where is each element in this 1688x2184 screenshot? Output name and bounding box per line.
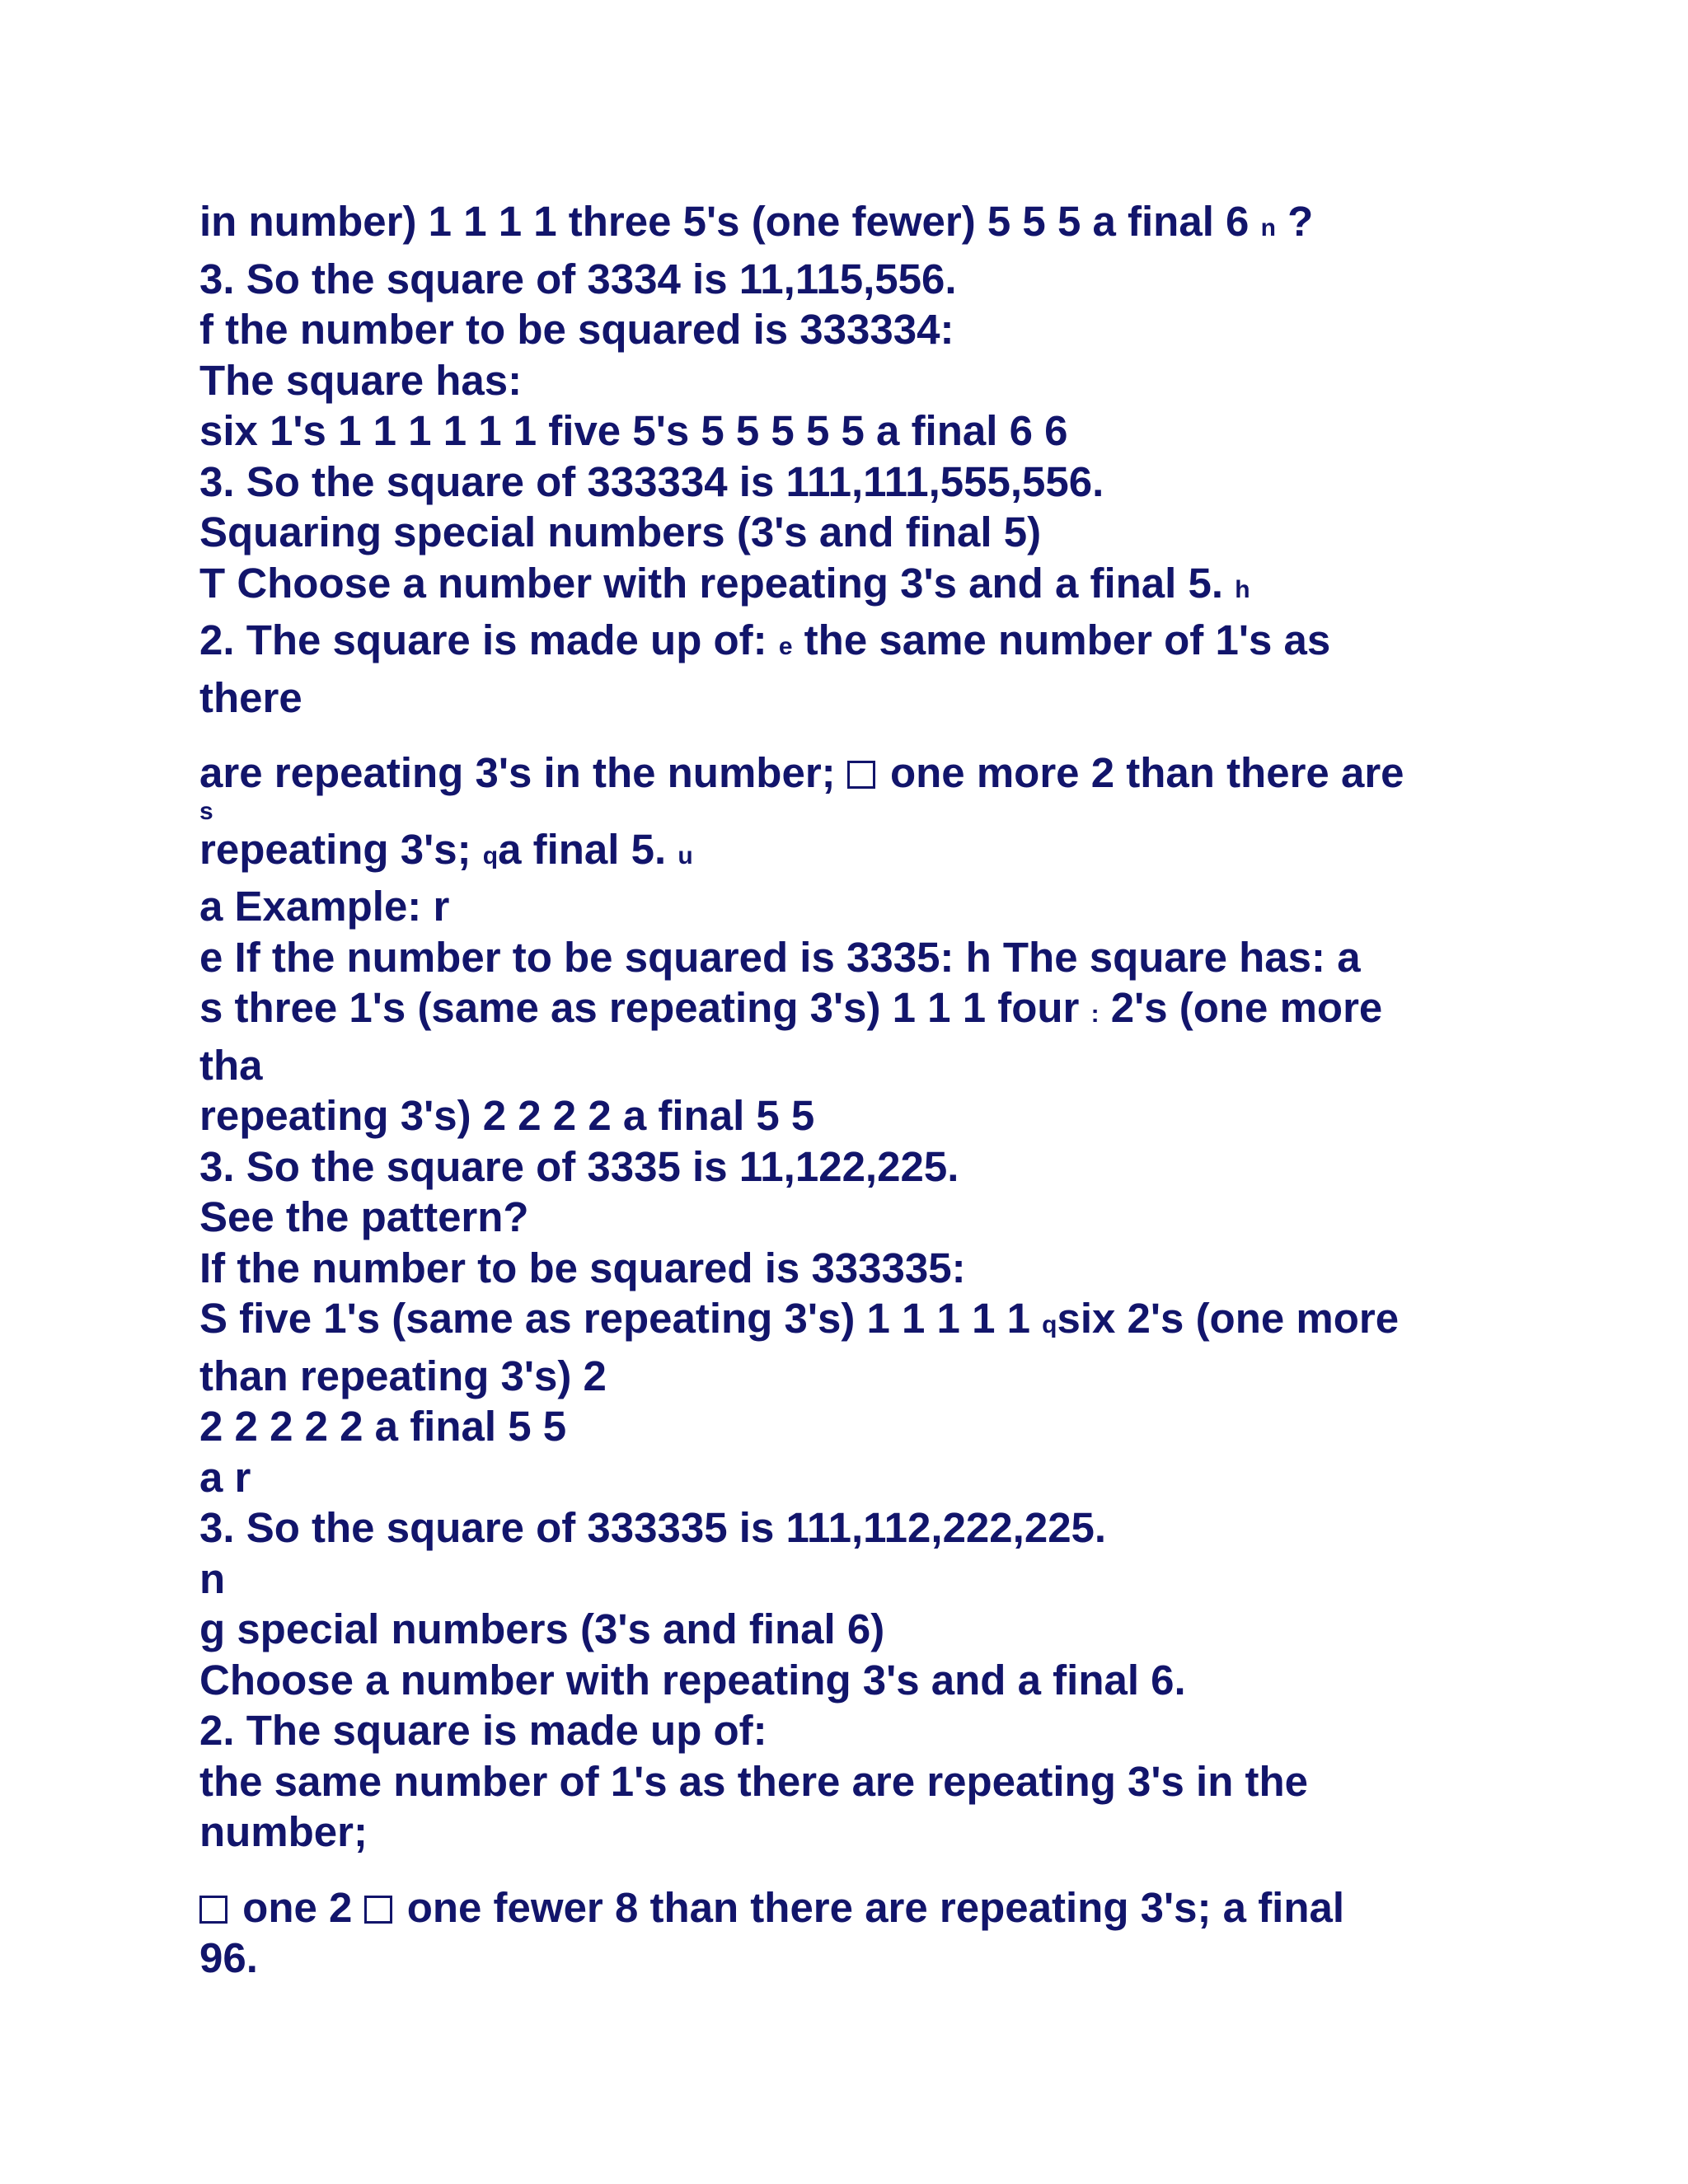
- stray-letter: u: [678, 841, 693, 869]
- stray-letter: h: [1235, 575, 1250, 603]
- text-line: The square has:: [199, 356, 523, 404]
- stray-letter: n: [1260, 214, 1276, 241]
- text-line: [199, 1882, 1535, 1933]
- line-text: are repeating 3's in the number;: [199, 749, 847, 796]
- line-text: T Choose a number with repeating 3's and a final 5.: [199, 559, 1236, 607]
- text-line: f the number to be squared is 333334:: [199, 306, 954, 353]
- text-line: 2 2 2 2 2 a final 5 5: [199, 1403, 567, 1450]
- stray-letter: s: [199, 797, 213, 825]
- text-line: than repeating 3's) 2: [199, 1352, 607, 1399]
- text-line: [199, 824, 1535, 882]
- text-line: number;: [199, 1808, 368, 1855]
- line-text: one fewer 8 than there are repeating 3's; a final: [395, 1883, 1345, 1931]
- text-line: 3. So the square of 333334 is 111,111,555,556.: [199, 457, 1104, 505]
- text-line: the same number of 1's as there are repeating 3's in the: [199, 1757, 1309, 1805]
- text-line: 96.: [199, 1934, 258, 1981]
- empty-checkbox-icon: [199, 1896, 227, 1924]
- text-line: [199, 615, 1535, 673]
- text-line: 3. So the square of 333335 is 111,112,222,225.: [199, 1504, 1107, 1551]
- text-line: See the pattern?: [199, 1193, 529, 1240]
- line-text: a final 5.: [498, 825, 678, 873]
- line-text: S five 1's (same as repeating 3's) 1 1 1 1 1: [199, 1295, 1043, 1342]
- stray-letter: e: [778, 633, 793, 660]
- empty-checkbox-icon: [364, 1896, 392, 1924]
- text-line: n: [199, 1554, 226, 1602]
- text-line: [199, 196, 1535, 254]
- line-text: 2's (one more: [1099, 984, 1383, 1031]
- stray-letter: q: [482, 841, 499, 869]
- text-line: a Example: r: [199, 883, 450, 930]
- line-text: in number) 1 1 1 1 three 5's (one fewer) 5 5 5 a final 6: [199, 198, 1261, 245]
- text-line: [199, 982, 1535, 1040]
- text-line: there: [199, 673, 302, 721]
- section-heading: g special numbers (3's and final 6): [199, 1605, 885, 1652]
- line-text: repeating 3's;: [199, 825, 483, 873]
- text-line: 3. So the square of 3334 is 11,115,556.: [199, 255, 957, 302]
- text-line: [199, 1293, 1535, 1351]
- text-line: a r: [199, 1453, 251, 1501]
- text-line: tha: [199, 1041, 263, 1089]
- text-line: 2. The square is made up of:: [199, 1707, 767, 1754]
- line-text: six 2's (one more: [1057, 1295, 1400, 1342]
- text-line: Choose a number with repeating 3's and a final 6.: [199, 1656, 1186, 1704]
- line-text: ?: [1275, 198, 1314, 245]
- text-line: [199, 558, 1535, 616]
- stray-letter: q: [1042, 1311, 1057, 1338]
- document-body: [199, 196, 1535, 1984]
- text-line: If the number to be squared is 333335:: [199, 1244, 966, 1291]
- text-line: e If the number to be squared is 3335: h The square has: a: [199, 933, 1361, 981]
- text-line: six 1's 1 1 1 1 1 1 five 5's 5 5 5 5 5 a final 6 6: [199, 407, 1068, 454]
- stray-letter: :: [1090, 1001, 1100, 1028]
- line-text: s three 1's (same as repeating 3's) 1 1 1 four: [199, 984, 1091, 1031]
- line-text: one more 2 than there are: [878, 749, 1404, 796]
- line-text: the same number of 1's as: [792, 616, 1331, 663]
- section-heading: Squaring special numbers (3's and final 5): [199, 509, 1042, 555]
- line-text: 2. The square is made up of:: [199, 616, 779, 663]
- text-line: 3. So the square of 3335 is 11,122,225.: [199, 1142, 959, 1190]
- text-line: repeating 3's) 2 2 2 2 a final 5 5: [199, 1092, 815, 1139]
- text-line: [199, 748, 1535, 799]
- empty-checkbox-icon: [847, 761, 875, 789]
- line-text: one 2: [231, 1883, 364, 1931]
